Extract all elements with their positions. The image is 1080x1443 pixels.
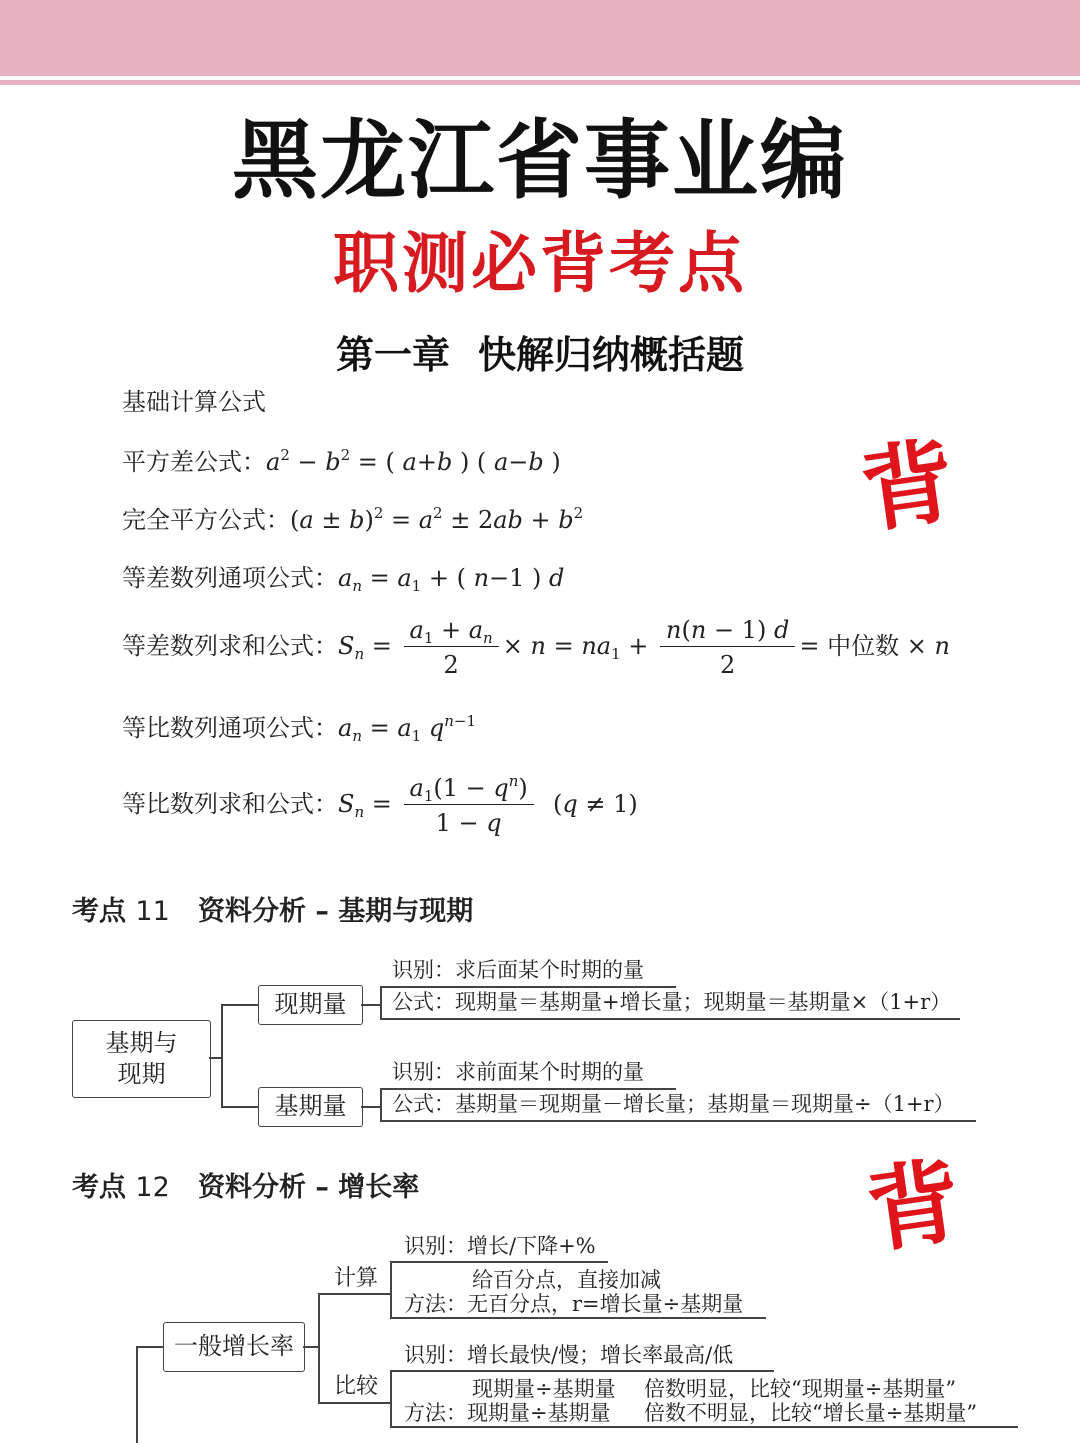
node-current-amount: 现期量	[258, 985, 363, 1025]
mindmap-root-base-current: 基期与 现期	[72, 1020, 211, 1098]
connector	[221, 1004, 223, 1107]
note-compare-row2-left: 方法：现期量÷基期量	[404, 1401, 611, 1425]
chapter-heading	[0, 333, 1080, 377]
section-title: 资料分析 – 基期与现期	[197, 896, 474, 927]
formula-label: 完全平方公式：	[122, 506, 290, 534]
node-base-amount: 基期量	[258, 1087, 363, 1127]
underline	[390, 1370, 774, 1372]
branch-label-calc: 计算	[334, 1266, 379, 1291]
note-compare-row1-left: 现期量÷基期量	[472, 1377, 616, 1401]
banner-divider	[0, 80, 1080, 85]
connector	[303, 1346, 319, 1348]
note-identify-calc: 识别：增长/下降+%	[404, 1234, 596, 1258]
stamp-bei-2: 背	[860, 1146, 968, 1266]
connector	[318, 1293, 390, 1295]
page-title: 黑龙江省事业编	[232, 111, 848, 211]
formula-square-difference: 平方差公式：$a^2 - b^2$ = ( a+b ) ( a−b )	[122, 446, 561, 476]
connector	[221, 1106, 258, 1108]
underline	[390, 1261, 608, 1263]
formula-tail: = 中位数 ×	[799, 632, 935, 660]
formula-label: 等差数列求和公式：	[122, 632, 338, 660]
section-heading-11: 考点 11 资料分析 – 基期与现期	[72, 896, 474, 927]
connector	[380, 986, 382, 1020]
section-title: 资料分析 – 增长率	[197, 1172, 420, 1203]
note-formula-current: 公式：现期量＝基期量+增长量；现期量＝基期量×（1+r）	[392, 990, 952, 1014]
top-banner	[0, 0, 1080, 76]
note-identify-base: 识别：求前面某个时期的量	[392, 1060, 644, 1084]
underline	[390, 1317, 766, 1319]
note-formula-base: 公式：基期量＝现期量－增长量；基期量＝现期量÷（1+r）	[392, 1092, 955, 1116]
formula-arithmetic-term: 等差数列通项公式：$a_n = a_1$ + ( n−1 ) d	[122, 564, 565, 595]
page-subtitle: 职测必背考点	[333, 224, 747, 302]
connector	[361, 1106, 381, 1108]
formula-label: 等比数列通项公式：	[122, 714, 338, 742]
connector	[390, 1261, 392, 1317]
underline	[380, 1120, 976, 1122]
note-identify-compare: 识别：增长最快/慢；增长率最高/低	[404, 1343, 734, 1367]
section-number: 11	[135, 896, 170, 927]
formula-label: 平方差公式：	[122, 448, 266, 476]
formula-geometric-term: 等比数列通项公式：$a_n = a_1$ $q^{n-1}$	[122, 712, 477, 745]
connector	[380, 1088, 382, 1122]
connector	[221, 1004, 258, 1006]
note-compare-row1-right: 倍数明显，比较“现期量÷基期量”	[644, 1377, 957, 1401]
connector	[318, 1402, 390, 1404]
note-identify-current: 识别：求后面某个时期的量	[392, 958, 644, 982]
chapter-number: 第一章	[335, 333, 450, 377]
stamp-bei-1: 背	[854, 426, 962, 546]
node-general-growth-rate: 一般增长率	[163, 1322, 305, 1372]
connector	[390, 1370, 392, 1426]
branch-label-compare: 比较	[334, 1374, 379, 1399]
connector	[136, 1346, 138, 1443]
connector	[318, 1293, 320, 1403]
note-compare-row2-right: 倍数不明显，比较“增长量÷基期量”	[644, 1401, 978, 1425]
formula-geometric-sum: 等比数列求和公式：$S_n$ = $\frac{a_1(1 - q^n)}{1 - q}$ (q ≠ 1)	[122, 772, 638, 837]
formula-heading: 基础计算公式	[122, 388, 266, 416]
section-number: 12	[135, 1172, 170, 1203]
note-calc-line2: 方法：无百分点，r=增长量÷基期量	[404, 1292, 744, 1316]
underline	[380, 1088, 676, 1090]
section-heading-12: 考点 12 资料分析 – 增长率	[72, 1172, 420, 1203]
underline	[380, 986, 676, 988]
formula-perfect-square: 完全平方公式：$(a \pm b)^2 = a^2 \pm 2ab + b^2$	[122, 504, 584, 534]
formula-label: 等差数列通项公式：	[122, 564, 338, 592]
underline	[390, 1426, 1018, 1428]
note-calc-line1: 给百分点，直接加减	[472, 1268, 661, 1292]
formula-arithmetic-sum: 等差数列求和公式：$S_n$ = $\frac{a_1 + a_n}{2}$ × $n = na_1$ + $\frac{n(n - 1) d}{2}$ = 中位数 × n	[122, 616, 950, 679]
connector	[136, 1346, 163, 1348]
connector	[361, 1004, 381, 1006]
chapter-title: 快解归纳概括题	[478, 333, 745, 377]
underline	[380, 1018, 960, 1020]
formula-label: 等比数列求和公式：	[122, 790, 338, 818]
